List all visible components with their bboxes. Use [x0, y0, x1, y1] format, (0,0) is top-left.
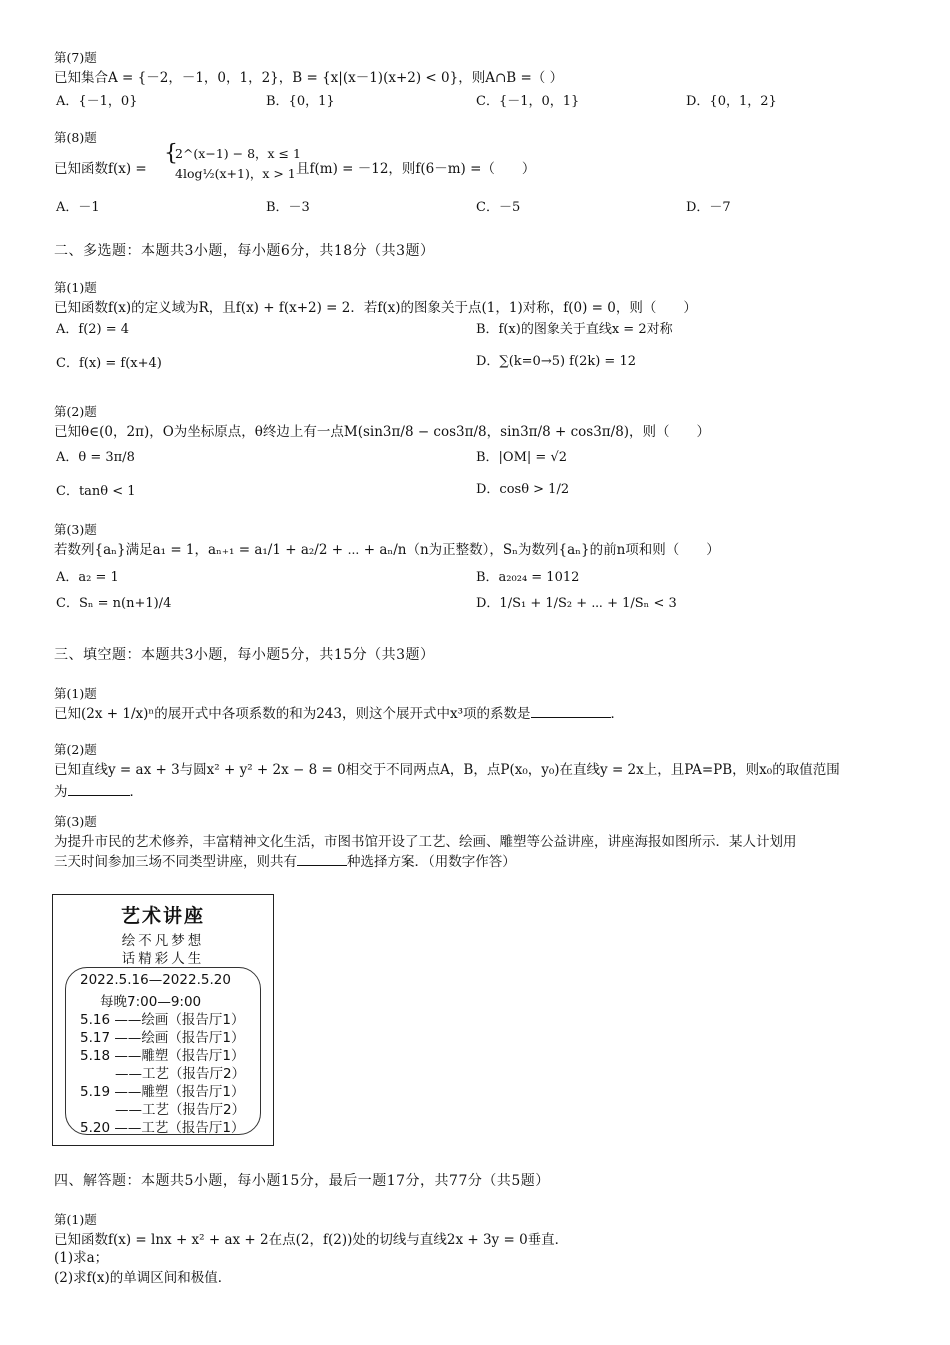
question-stem-suffix: 且f(m) = －12，则f(6－m) =（ ） [296, 161, 536, 177]
poster-schedule-line: 5.16 ——绘画（报告厅1） [80, 1012, 245, 1028]
question-text: 三天时间参加三场不同类型讲座，则共有 [54, 854, 297, 870]
question-stem: 已知θ∈(0，2π)，O为坐标原点，θ终边上有一点M(sin3π/8 − cos3π/8，sin3π/8 + cos3π/8)，则（ ） [54, 424, 711, 440]
question-number: 第(1)题 [54, 280, 97, 295]
option-c: C．{－1，0，1} [476, 94, 580, 109]
question-stem-line-2 [54, 850, 516, 870]
question-end: ． [610, 706, 625, 722]
brace-icon: { [164, 141, 178, 166]
question-stem: 已知函数f(x)的定义域为R，且f(x) + f(x+2) = 2．若f(x)的图象关于点(1，1)对称，f(0) = 0，则（ ） [54, 300, 697, 316]
poster-schedule-line: 5.17 ——绘画（报告厅1） [80, 1030, 245, 1046]
question-number: 第(3)题 [54, 814, 97, 829]
option-d: D．1/S₁ + 1/S₂ + ⋯ + 1/Sₙ < 3 [476, 596, 677, 611]
option-a: A．a₂ = 1 [56, 570, 119, 585]
piecewise-case-2: 4log½(x+1)，x > 1 [175, 166, 296, 181]
question-end: ． [129, 784, 143, 800]
answer-blank[interactable] [68, 783, 130, 796]
question-number: 第(1)题 [54, 686, 97, 701]
poster-time: 每晚7:00—9:00 [100, 994, 202, 1010]
option-b: B．|OM| = √2 [476, 450, 567, 465]
poster-schedule-line: 5.18 ——雕塑（报告厅1） [80, 1048, 245, 1064]
poster-schedule-box [65, 967, 261, 1135]
option-a: A．f(2) = 4 [56, 322, 130, 337]
question-number: 第(2)题 [54, 404, 97, 419]
question-stem: 已知集合A = {－2，－1，0，1，2}，B = {x|(x－1)(x+2) < 0}，则A∩B =（ ） [54, 70, 564, 86]
option-b: B．a₂₀₂₄ = 1012 [476, 570, 580, 585]
question-stem-line-2 [54, 780, 143, 800]
question-stem: 已知函数f(x) = lnx + x² + ax + 2在点(2，f(2))处的切线与直线2x + 3y = 0垂直． [54, 1232, 569, 1248]
option-b: B．－3 [266, 200, 310, 215]
sub-question-1: (1)求a； [54, 1250, 109, 1266]
option-d: D．{0，1，2} [686, 94, 777, 109]
option-c: C．Sₙ = n(n+1)/4 [56, 596, 172, 611]
question-number: 第(8)题 [54, 130, 97, 145]
section-title: 四、解答题：本题共5小题，每小题15分，最后一题17分，共77分（共5题） [54, 1173, 550, 1189]
question-text-end: 种选择方案．（用数字作答） [347, 854, 516, 870]
lecture-poster [52, 894, 274, 1146]
option-a: A．{－1，0} [56, 94, 138, 109]
section-title: 三、填空题：本题共3小题，每小题5分，共15分（共3题） [54, 647, 435, 663]
poster-schedule-line: 5.20 ——工艺（报告厅1） [80, 1120, 245, 1136]
poster-schedule-line: ——工艺（报告厅2） [115, 1066, 246, 1082]
option-d: D．cosθ > 1/2 [476, 482, 570, 497]
answer-blank[interactable] [531, 705, 611, 718]
question-stem: 若数列{aₙ}满足a₁ = 1，aₙ₊₁ = a₁/1 + a₂/2 + ⋯ + aₙ/n（n为正整数），Sₙ为数列{aₙ}的前n项和则（ ） [54, 542, 720, 558]
poster-schedule-line: 5.19 ——雕塑（报告厅1） [80, 1084, 245, 1100]
poster-subtitle-1: 绘不凡梦想 [121, 933, 205, 949]
option-c: C．－5 [476, 200, 521, 215]
sub-question-2: (2)求f(x)的单调区间和极值． [54, 1270, 232, 1286]
question-number: 第(2)题 [54, 742, 97, 757]
question-stem [54, 702, 624, 722]
option-c: C．f(x) = f(x+4) [56, 356, 162, 371]
question-number: 第(1)题 [54, 1212, 97, 1227]
question-text: 为 [54, 784, 68, 800]
piecewise-case-1: 2^(x−1) − 8，x ≤ 1 [175, 146, 301, 161]
answer-blank[interactable] [297, 853, 347, 866]
question-stem: 为提升市民的艺术修养，丰富精神文化生活，市图书馆开设了工艺、绘画、雕塑等公益讲座，讲座海报如图所示．某人计划用 [54, 834, 797, 850]
question-stem: 已知直线y = ax + 3与圆x² + y² + 2x − 8 = 0相交于不同两点A，B，点P(x₀，y₀)在直线y = 2x上，且PA=PB，则x₀的取值范围 [54, 762, 840, 778]
question-number: 第(3)题 [54, 522, 97, 537]
question-number: 第(7)题 [54, 50, 97, 65]
poster-title: 艺术讲座 [120, 905, 205, 927]
option-b: B．{0，1} [266, 94, 335, 109]
option-a: A．－1 [56, 200, 100, 215]
question-text: 已知(2x + 1/x)ⁿ的展开式中各项系数的和为243，则这个展开式中x³项的系数是 [54, 706, 531, 722]
poster-subtitle-2: 话精彩人生 [121, 951, 205, 967]
option-d: D．－7 [686, 200, 731, 215]
poster-schedule-line: ——工艺（报告厅2） [115, 1102, 246, 1118]
poster-date-range: 2022.5.16—2022.5.20 [80, 972, 231, 988]
option-c: C．tanθ < 1 [56, 484, 136, 499]
option-b: B．f(x)的图象关于直线x = 2对称 [476, 322, 673, 337]
section-title: 二、多选题：本题共3小题，每小题6分，共18分（共3题） [54, 243, 435, 259]
question-stem-prefix: 已知函数f(x) = [54, 161, 147, 177]
option-a: A．θ = 3π/8 [56, 450, 135, 465]
option-d: D．∑(k=0→5) f(2k) = 12 [476, 354, 636, 369]
